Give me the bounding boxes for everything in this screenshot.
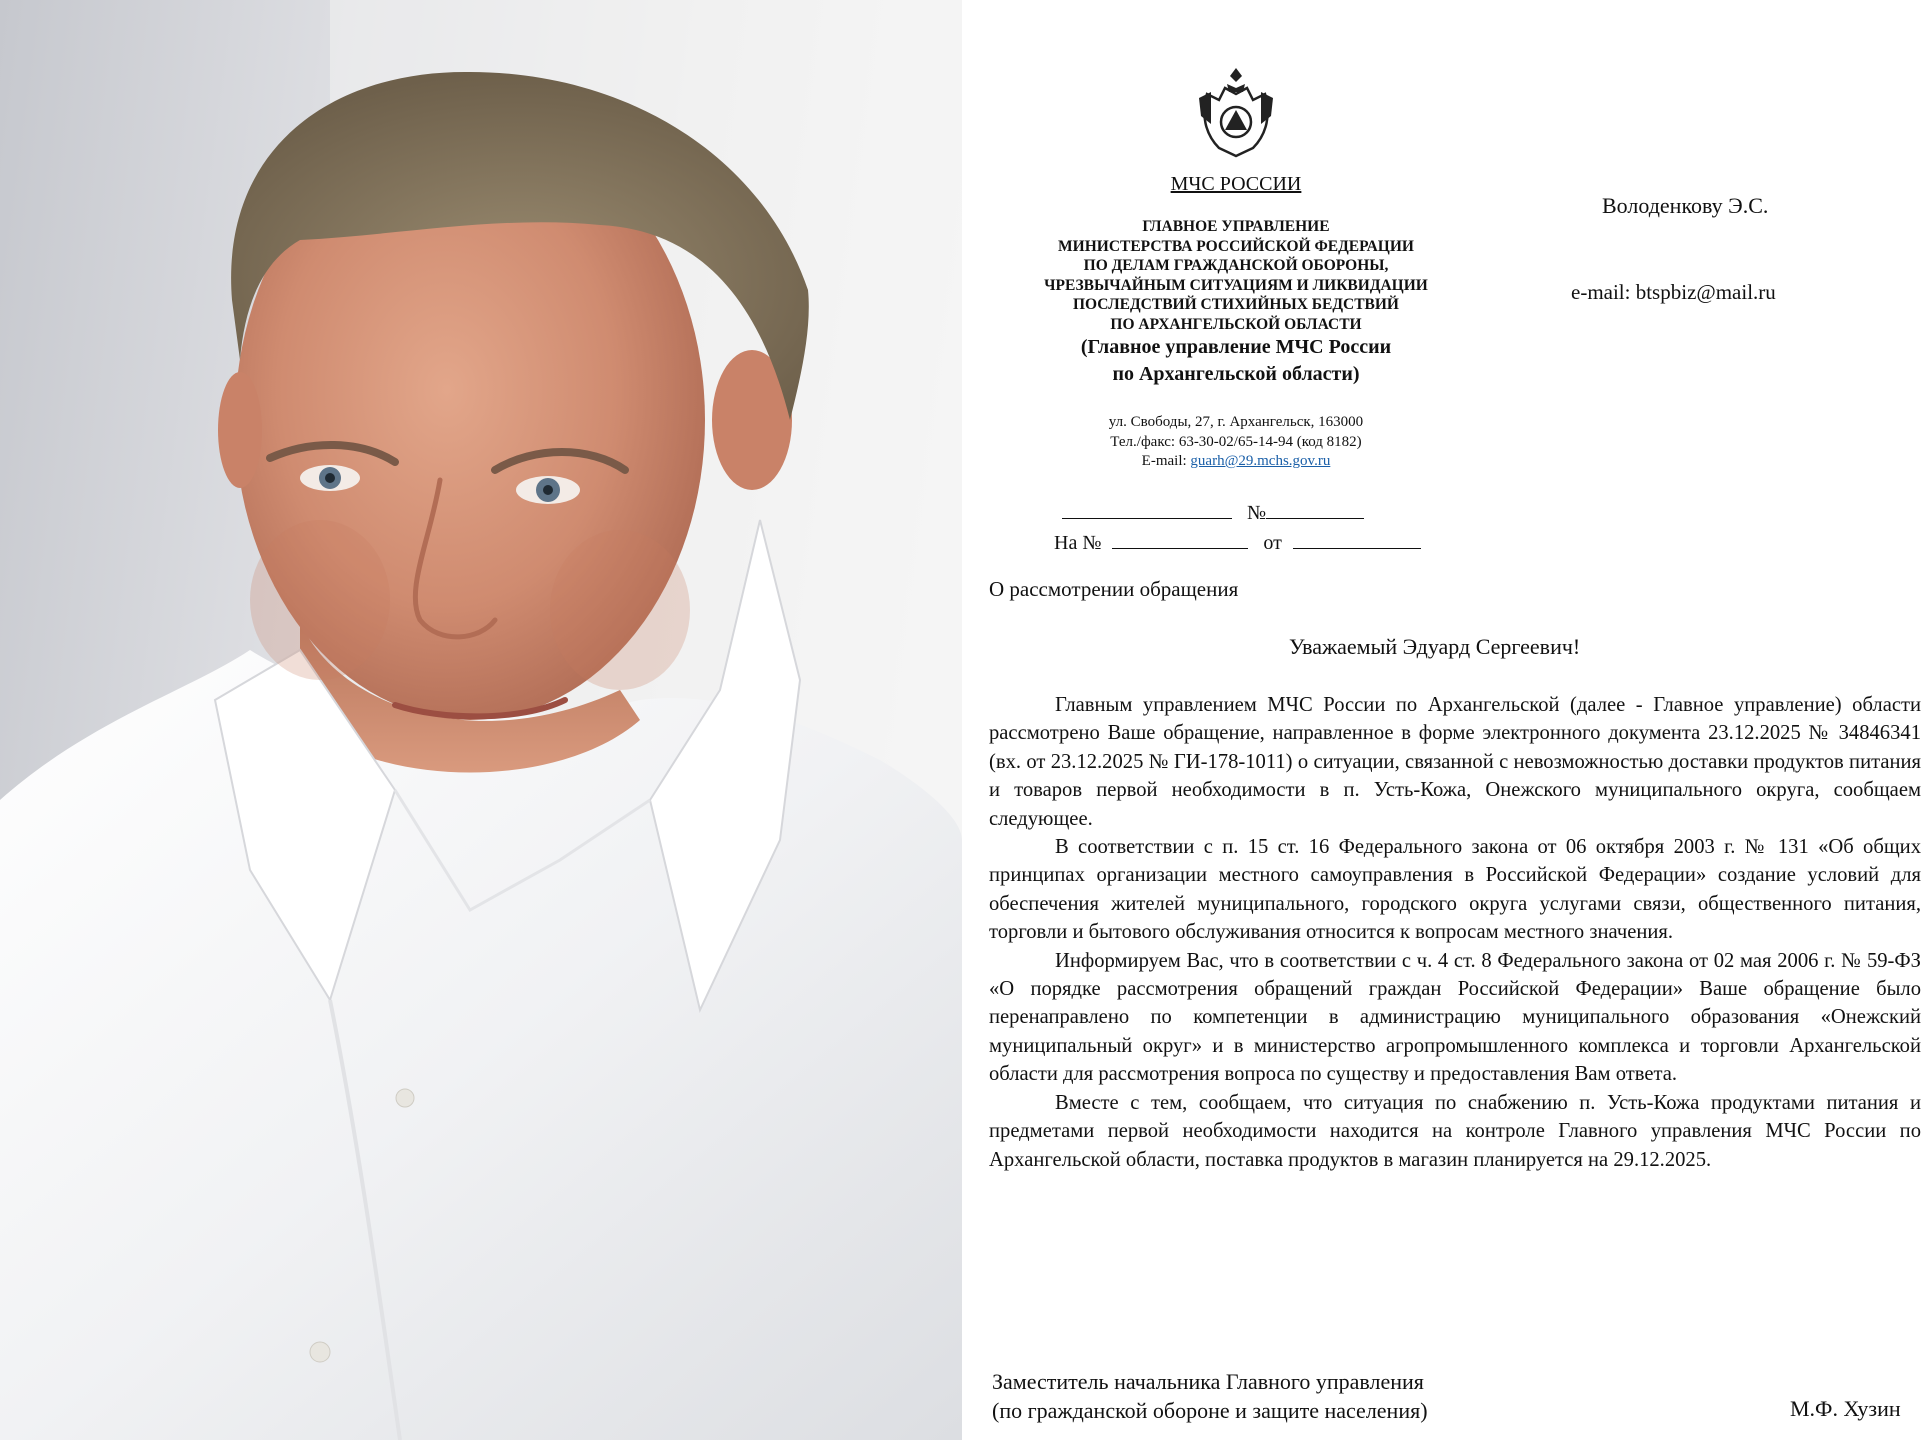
- org-contacts: [1012, 413, 1460, 472]
- org-phone: Тел./факс: 63-30-02/65-14-94 (код 8182): [1110, 433, 1362, 450]
- reply-number-blank: [1112, 534, 1248, 549]
- letter-subject: О рассмотрении обращения: [989, 577, 1239, 601]
- org-email-link[interactable]: guarh@29.mchs.gov.ru: [1190, 453, 1331, 469]
- body-paragraph: В соответствии с п. 15 ст. 16 Федерального закона от 06 октября 2003 г. № 131 «Об общих принципах организации местного самоуправления в Российской Федерации» создание условий для обеспечения жителей муниципального, городского округа услугами связи, общественного питания, торговли и бытового обслуживания относится к вопросам местного значения.: [989, 836, 1921, 944]
- registration-number-line: [1062, 502, 1482, 525]
- reply-reference-line: [1054, 532, 1474, 555]
- reg-number-label: №: [1247, 502, 1267, 524]
- body-paragraph: Информируем Вас, что в соответствии с ч. 4 ст. 8 Федерального закона от 02 мая 2006 г. № 59-ФЗ «О порядке рассмотрения обращений граждан Российской Федерации» Ваше обращение было перенаправлено по компетенции в администрацию муниципального образования «Онежский муниципальный округ» и в министерство агропромышленного комплекса и торговли Архангельской области для рассмотрения вопроса по существу и предоставления Вам ответа.: [989, 949, 1921, 1086]
- org-short-line: (Главное управление МЧС России: [1080, 336, 1392, 358]
- recipient-name: Володенкову Э.С.: [1602, 193, 1769, 218]
- signature-title: [992, 1367, 1428, 1425]
- body-paragraph: Вместе с тем, сообщаем, что ситуация по снабжению п. Усть-Кожа продуктами питания и предметами первой необходимости находится на контроле Главного управления МЧС России по Архангельской области, поставка продуктов в магазин планируется на 29.12.2025.: [989, 1091, 1921, 1171]
- org-full-name: [1012, 217, 1460, 335]
- recipient-email: e-mail: btspbiz@mail.ru: [1571, 280, 1776, 304]
- letter-body: [989, 691, 1921, 1174]
- org-full-line: ГЛАВНОЕ УПРАВЛЕНИЕ: [1142, 218, 1330, 235]
- mchs-emblem-icon: [1197, 64, 1275, 160]
- signature-title-line: (по гражданской обороне и защите населения): [992, 1398, 1428, 1423]
- reply-label: На №: [1054, 532, 1102, 554]
- org-email-line: [1012, 452, 1460, 472]
- number-blank: [1266, 504, 1364, 519]
- signature-name: М.Ф. Хузин: [1790, 1396, 1901, 1421]
- official-letter: [962, 0, 1921, 1440]
- org-full-line: ПО АРХАНГЕЛЬСКОЙ ОБЛАСТИ: [1110, 315, 1362, 333]
- org-full-line: МИНИСТЕРСТВА РОССИЙСКОЙ ФЕДЕРАЦИИ: [1058, 237, 1414, 255]
- date-blank: [1062, 504, 1232, 519]
- org-short-name: [1012, 334, 1460, 388]
- org-short-line: по Архангельской области): [1112, 363, 1360, 385]
- reply-date-blank: [1293, 534, 1421, 549]
- reply-from-label: от: [1263, 532, 1282, 554]
- body-paragraph: Главным управлением МЧС России по Архангельской (далее - Главное управление) области рассмотрено Ваше обращение, направленное в форме электронного документа 23.12.2025 № 34846341 (вх. от 23.12.2025 № ГИ-178-1011) о ситуации, связанной с невозможностью доставки продуктов питания и товаров первой необходимости в п. Усть-Кожа, Онежского муниципального округа, сообщаем следующее.: [989, 694, 1921, 830]
- org-full-line: ЧРЕЗВЫЧАЙНЫМ СИТУАЦИЯМ И ЛИКВИДАЦИИ: [1044, 276, 1428, 294]
- org-address: ул. Свободы, 27, г. Архангельск, 163000: [1108, 414, 1364, 430]
- org-full-line: ПОСЛЕДСТВИЙ СТИХИЙНЫХ БЕДСТВИЙ: [1073, 296, 1399, 314]
- org-email-label: E-mail:: [1141, 453, 1191, 469]
- signature-title-line: Заместитель начальника Главного управления: [992, 1369, 1424, 1394]
- org-full-line: ПО ДЕЛАМ ГРАЖДАНСКОЙ ОБОРОНЫ,: [1083, 257, 1389, 275]
- org-name: МЧС РОССИИ: [1170, 173, 1302, 195]
- letter-salutation: Уважаемый Эдуард Сергеевич!: [1289, 634, 1581, 659]
